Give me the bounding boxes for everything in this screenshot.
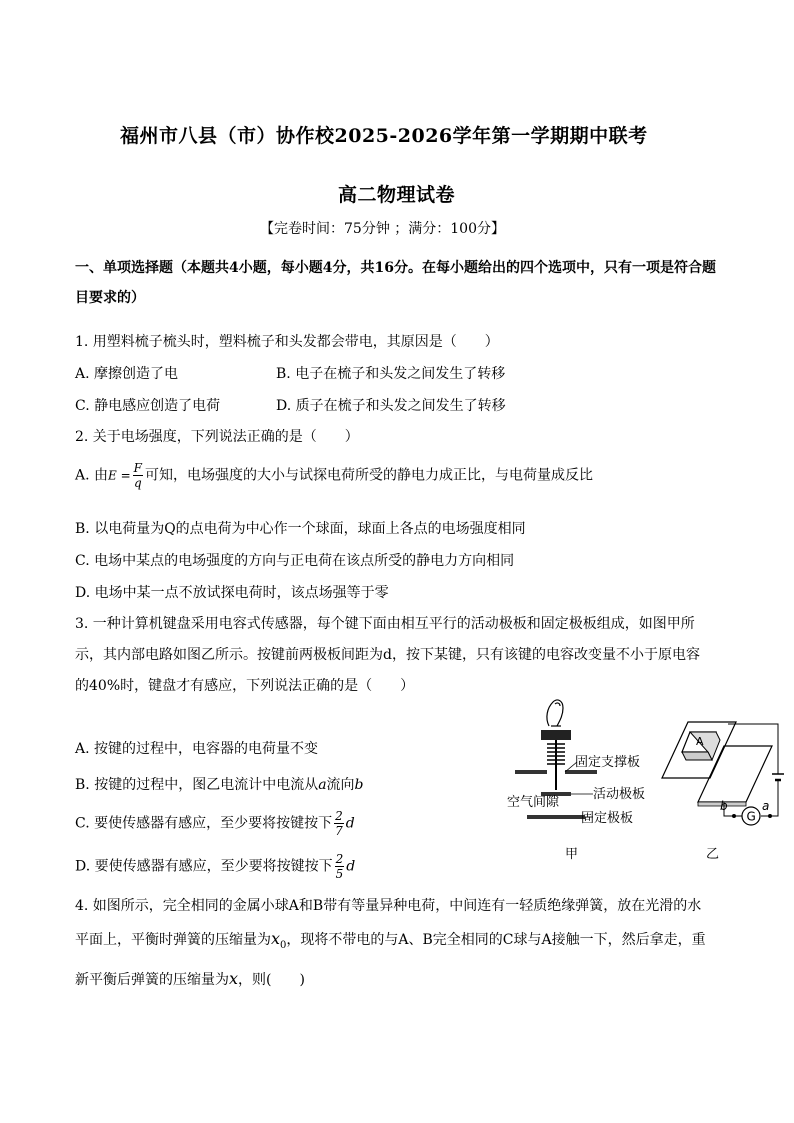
question-1-stem: 1. 用塑料梳子梳头时，塑料梳子和头发都会带电，其原因是（ ） — [75, 334, 499, 350]
question-3-option-b: B. 按键的过程中，图乙电流计中电流从a流向b — [75, 777, 364, 793]
question-4-line2: 平面上，平衡时弹簧的压缩量为$x_0$，现将不带电的与A、B完全相同的C球与A接触一下，然后拿走，重 — [75, 929, 706, 951]
question-3-line2: 示，其内部电路如图乙所示。按键前两极板间距为d，按下某键，只有该键的电容改变量不小于原电容 — [75, 647, 700, 663]
question-2-stem: 2. 关于电场强度，下列说法正确的是（ ） — [75, 429, 359, 445]
figure-jia — [505, 690, 645, 865]
question-4-line1: 4. 如图所示，完全相同的金属小球A和B带有等量异种电荷，中间连有一轻质绝缘弹簧，放在光滑的水 — [75, 898, 702, 914]
caption-jia: 甲 — [565, 847, 579, 862]
formula-fraction: $\frac{F}{q}$ — [133, 461, 142, 490]
question-2-option-b: B. 以电荷量为Q的点电荷为中心作一个球面，球面上各点的电场强度相同 — [75, 521, 526, 537]
question-2-option-c: C. 电场中某点的电场强度的方向与正电荷在该点所受的静电力方向相同 — [75, 553, 515, 569]
section-heading-line2: 目要求的） — [75, 290, 145, 306]
label-moving: 活动极板 — [593, 787, 645, 802]
formula-lhs: E = — [108, 468, 131, 483]
question-2-option-d: D. 电场中某一点不放试探电荷时，该点场强等于零 — [75, 585, 389, 601]
label-support: 固定支撑板 — [575, 755, 641, 770]
question-3-option-d: D. 要使传感器有感应，至少要将按键按下 $\frac{2}{5}$ d — [75, 852, 356, 881]
caption-yi: 乙 — [706, 847, 720, 862]
question-3-option-c: C. 要使传感器有感应，至少要将按键按下 $\frac{2}{7}$ d — [75, 809, 355, 838]
meter-label: G — [746, 809, 756, 824]
question-1-option-b: B. 电子在梳子和头发之间发生了转移 — [276, 366, 506, 382]
support-plate-left — [515, 770, 547, 774]
question-2-option-a: A. 由E = $\frac{F}{q}$ 可知，电场强度的大小与试探电荷所受的静电力成正比，与电荷量成反比 — [75, 461, 593, 490]
question-1-option-a: A. 摩擦创造了电 — [75, 366, 179, 382]
node-a: a — [762, 799, 770, 813]
section-heading-line1: 一、单项选择题（本题共4小题，每小题4分，共16分。在每小题给出的四个选项中，只有一项是符合题 — [75, 260, 716, 276]
fixed-plate — [527, 815, 585, 819]
question-1-option-c: C. 静电感应创造了电荷 — [75, 398, 221, 414]
question-3-option-a: A. 按键的过程中，电容器的电荷量不变 — [75, 741, 319, 757]
exam-title: 福州市八县（市）协作校2025-2026学年第一学期期中联考 — [120, 125, 648, 147]
key-label: A — [696, 735, 704, 748]
time-info: 【完卷时间：75分钟 ；满分：100分】 — [260, 221, 505, 237]
fraction-2-5: $\frac{2}{5}$ — [335, 852, 344, 881]
question-3-line1: 3. 一种计算机键盘采用电容式传感器，每个键下面由相互平行的活动极板和固定极板组成，如图甲所 — [75, 616, 695, 632]
label-fixed: 固定极板 — [581, 811, 634, 826]
question-1-option-d: D. 质子在梳子和头发之间发生了转移 — [276, 398, 506, 414]
node-b: b — [720, 799, 728, 813]
question-4-line3: 新平衡后弹簧的压缩量为x，则( ) — [75, 969, 305, 988]
fraction-2-7: $\frac{2}{7}$ — [335, 809, 343, 838]
key-cap — [541, 730, 571, 740]
label-gap: 空气间隙 — [507, 795, 560, 810]
finger-icon — [547, 700, 563, 726]
question-3-line3: 的40%时，键盘才有感应，下列说法正确的是（ ） — [75, 678, 415, 694]
support-plate-right — [565, 770, 597, 774]
exam-subtitle: 高二物理试卷 — [338, 184, 456, 206]
figure-yi — [648, 690, 794, 865]
